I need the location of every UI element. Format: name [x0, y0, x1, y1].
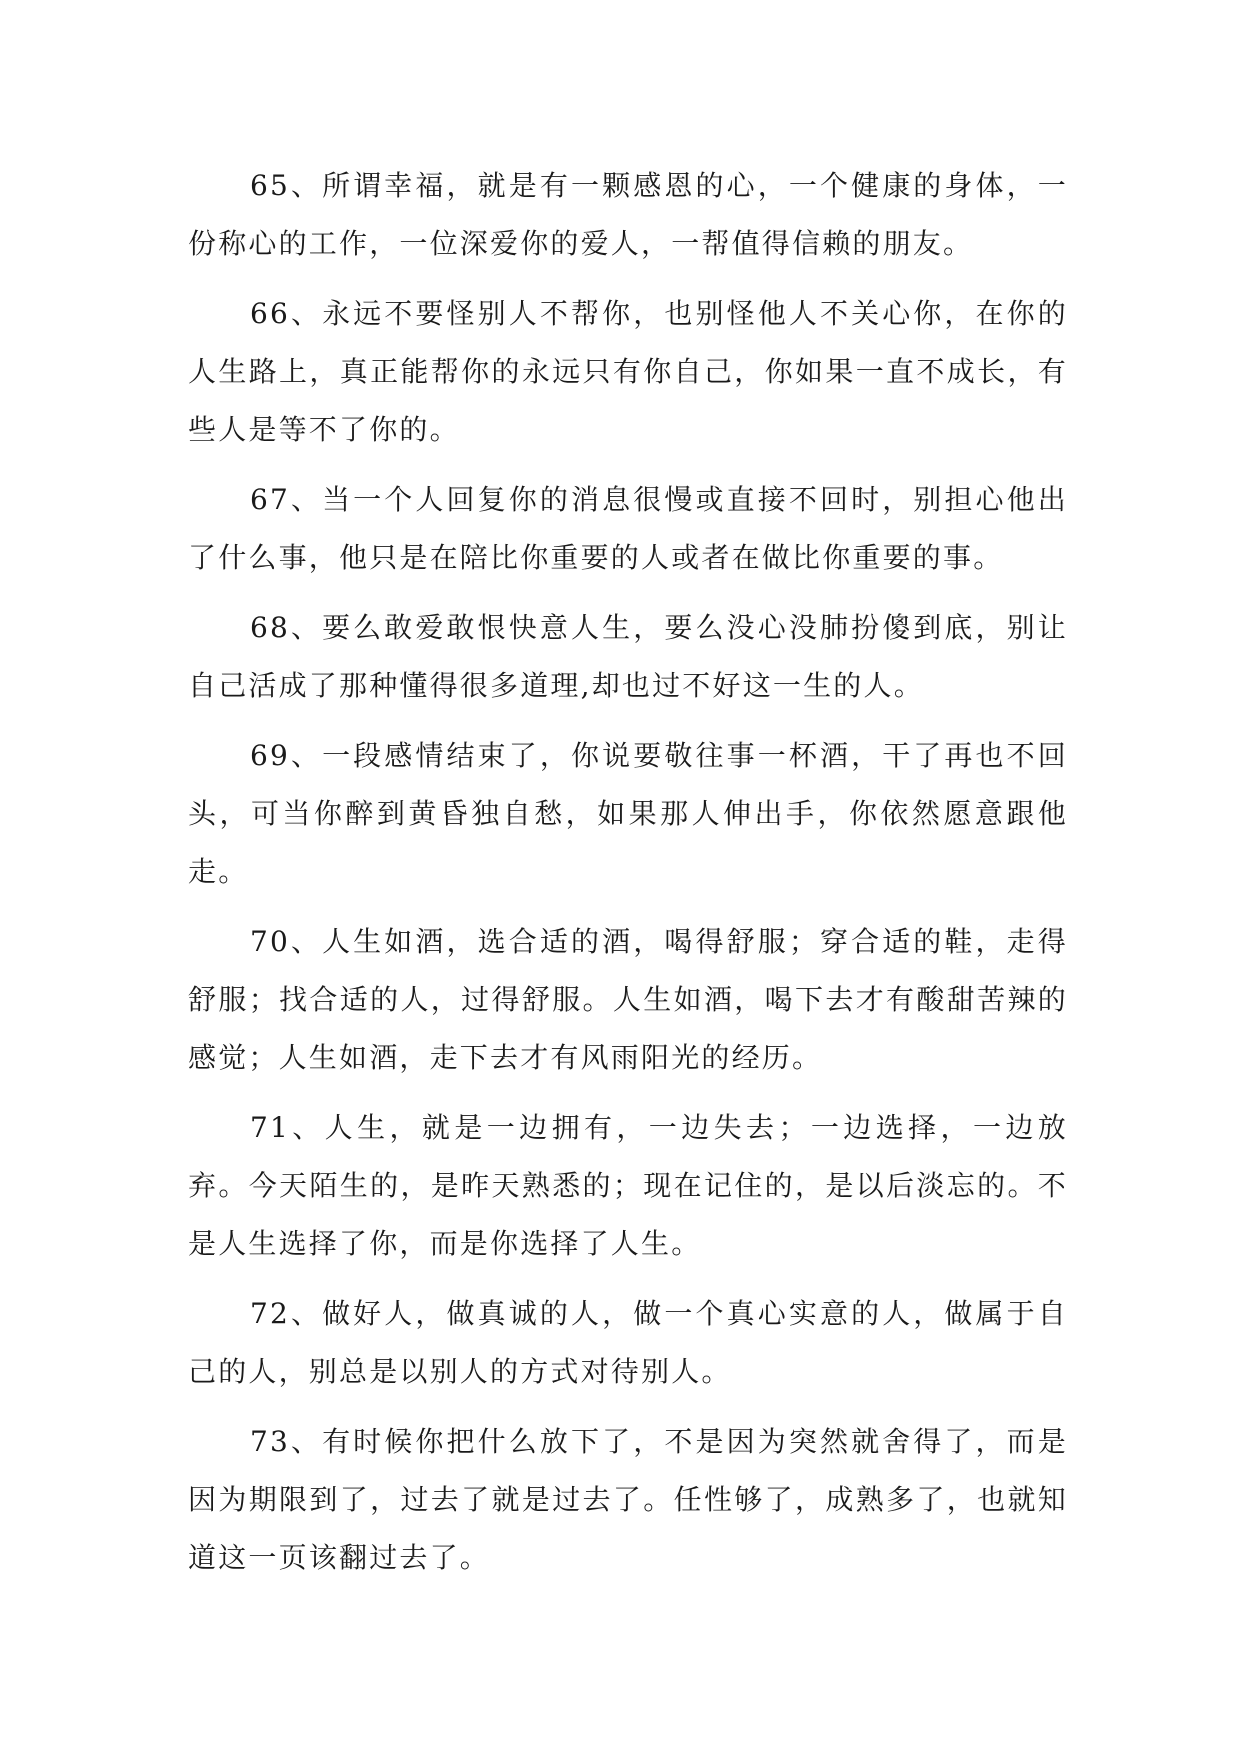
quote-paragraph-67: 67、当一个人回复你的消息很慢或直接不回时，别担心他出了什么事，他只是在陪比你重要的人或者在做比你重要的事。 [188, 483, 1068, 574]
quote-paragraph-69: 69、一段感情结束了，你说要敬往事一杯酒，干了再也不回头，可当你醉到黄昏独自愁，如果那人伸出手，你依然愿意跟他走。 [188, 739, 1068, 888]
quote-paragraph-71: 71、人生，就是一边拥有，一边失去；一边选择，一边放弃。今天陌生的，是昨天熟悉的；现在记住的，是以后淡忘的。不是人生选择了你，而是你选择了人生。 [188, 1111, 1068, 1260]
document-body [188, 157, 1068, 1599]
quote-paragraph-73: 73、有时候你把什么放下了，不是因为突然就舍得了，而是因为期限到了，过去了就是过去了。任性够了，成熟多了，也就知道这一页该翻过去了。 [188, 1425, 1068, 1574]
quote-paragraph-72: 72、做好人，做真诚的人，做一个真心实意的人，做属于自己的人，别总是以别人的方式对待别人。 [188, 1297, 1068, 1388]
quote-paragraph-70: 70、人生如酒，选合适的酒，喝得舒服；穿合适的鞋，走得舒服；找合适的人，过得舒服。人生如酒，喝下去才有酸甜苦辣的感觉；人生如酒，走下去才有风雨阳光的经历。 [188, 925, 1068, 1074]
quote-paragraph-66: 66、永远不要怪别人不帮你，也别怪他人不关心你，在你的人生路上，真正能帮你的永远只有你自己，你如果一直不成长，有些人是等不了你的。 [188, 297, 1068, 446]
quote-paragraph-65: 65、所谓幸福，就是有一颗感恩的心，一个健康的身体，一份称心的工作，一位深爱你的爱人，一帮值得信赖的朋友。 [188, 169, 1068, 260]
quote-paragraph-68: 68、要么敢爱敢恨快意人生，要么没心没肺扮傻到底，别让自己活成了那种懂得很多道理,却也过不好这一生的人。 [188, 611, 1068, 702]
